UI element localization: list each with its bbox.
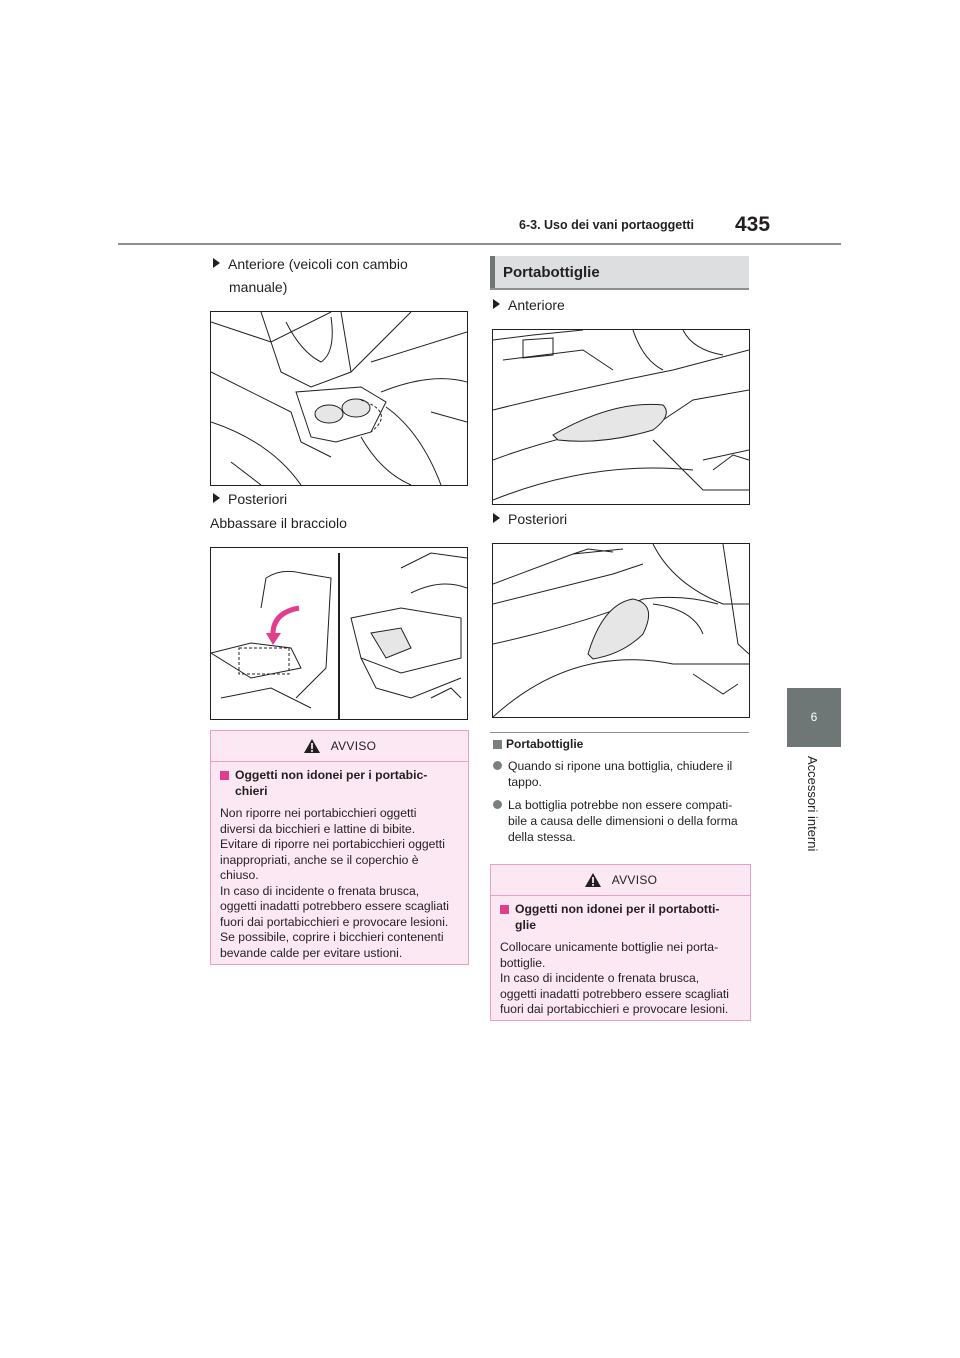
warning-subtitle: Oggetti non idonei per il portabotti- glie [500, 902, 742, 933]
arrow-bullet-icon [493, 299, 500, 309]
rear-heading-left: Posteriori [213, 488, 287, 511]
section-title: 6-3. Uso dei vani portaoggetti [519, 218, 695, 232]
chapter-tab [787, 688, 841, 747]
rear-cupholder-illustration [210, 547, 468, 720]
arrow-bullet-icon [213, 493, 220, 503]
portabottiglie-heading: Portabottiglie [490, 256, 749, 290]
note-item: Quando si ripone una bottiglia, chiudere il tappo. [493, 758, 749, 790]
front-cupholder-illustration [210, 311, 468, 486]
page-number: 435 [735, 213, 771, 236]
rear-instruction: Abbassare il bracciolo [210, 515, 347, 531]
warning-header [491, 865, 750, 896]
warning-subtitle: Oggetti non idonei per i portabic- chieri [220, 768, 460, 799]
arrow-bullet-icon [493, 513, 500, 523]
notes-title: Portabottiglie [493, 737, 583, 751]
warning-title: AVVISO [611, 873, 658, 887]
chapter-number: 6 [810, 710, 818, 724]
rear-heading-right: Posteriori [493, 508, 567, 531]
pink-square-icon [220, 771, 229, 780]
warning-title: AVVISO [330, 739, 377, 753]
warning-triangle-icon [584, 872, 602, 888]
rear-bottleholder-illustration [492, 543, 750, 718]
front-heading-right: Anteriore [493, 294, 565, 317]
arrow-bullet-icon [213, 258, 220, 268]
warning-text: Collocare unicamente bottiglie nei porta- bottiglie. In caso di incidente o frenata brusca, oggetti inadatti potrebbero essere scagliati fuori dai portabicchieri e provocare lesioni. [500, 940, 729, 1016]
warning-header [211, 731, 468, 762]
warning-box-cupholders [210, 730, 469, 965]
warning-triangle-icon [303, 738, 321, 754]
warning-text: Non riporre nei portabicchieri oggetti diversi da bicchieri e lattine di bibite. Evitare di riporre nei portabicchieri oggetti inappropriati, anche se il coperchio è chiuso. In caso di incidente o frenata brusca, oggetti inadatti potrebbero essere scagliati fuori dai portabicchieri e provocare lesioni. Se possibile, coprire i bicchieri contenenti bevande calde per evitare ustioni. [220, 806, 449, 960]
note-item: La bottiglia potrebbe non essere compati- bile a causa delle dimensioni o della forma della stessa. [493, 797, 749, 845]
front-heading: Anteriore (veicoli con cambio [213, 253, 408, 276]
gray-square-icon [493, 740, 502, 749]
bullet-dot-icon [493, 800, 502, 809]
header-rule [118, 243, 841, 245]
chapter-label: Accessori interni [805, 756, 820, 852]
notes-rule [490, 732, 749, 733]
warning-box-bottleholders [490, 864, 751, 1021]
front-bottleholder-illustration [492, 329, 750, 505]
pink-square-icon [500, 905, 509, 914]
front-heading-cont: manuale) [229, 279, 288, 295]
bullet-dot-icon [493, 761, 502, 770]
